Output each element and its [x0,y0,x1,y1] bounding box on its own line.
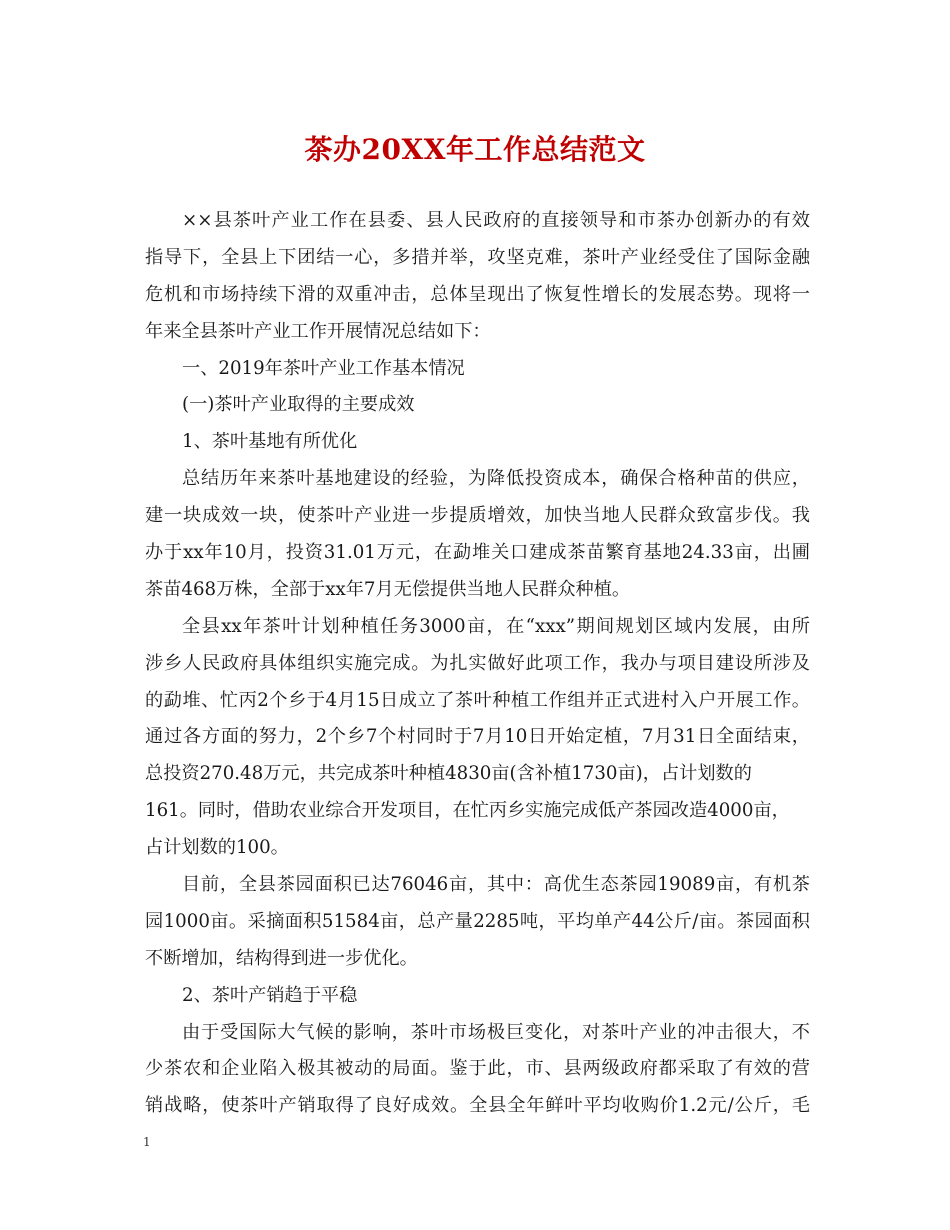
text-line: 建一块成效一块，使茶叶产业进一步提质增效，加快当地人民群众致富步伐。我 [145,505,810,527]
text-line: 少茶农和企业陷入极其被动的局面。鉴于此，市、县两级政府都采取了有效的营 [145,1058,810,1080]
text-line: 161。同时，借助农业综合开发项目，在忙丙乡实施完成低产茶园改造4000亩， [145,800,790,822]
text-line: 由于受国际大气候的影响，茶叶市场极巨变化，对茶叶产业的冲击很大，不 [182,1021,810,1043]
text-line: 全县xx年茶叶计划种植任务3000亩，在“xxx”期间规划区域内发展，由所 [182,615,810,637]
text-line: 指导下，全县上下团结一心，多措并举，攻坚克难，茶叶产业经受住了国际金融 [145,246,810,268]
text-line: (一)茶叶产业取得的主要成效 [182,394,415,416]
text-line: 1、茶叶基地有所优化 [182,431,358,453]
text-line: 2、茶叶产销趋于平稳 [182,984,358,1006]
text-line: ××县茶叶产业工作在县委、县人民政府的直接领导和市茶办创新办的有效 [182,210,810,231]
text-line: 总投资270.48万元，共完成茶叶种植4830亩(含补植1730亩)，占计划数的 [145,763,752,785]
text-line: 销战略，使茶叶产销取得了良好成效。全县全年鲜叶平均收购价1.2元/公斤，毛 [145,1095,810,1117]
text-line: 园1000亩。采摘面积51584亩，总产量2285吨，平均单产44公斤/亩。茶园面积 [145,910,810,932]
text-line: 占计划数的100。 [145,837,289,859]
text-line: 一、2019年茶叶产业工作基本情况 [182,357,465,379]
text-line: 危机和市场持续下滑的双重冲击，总体呈现出了恢复性增长的发展态势。现将一 [145,283,810,305]
text-line: 的勐堆、忙丙2个乡于4月15日成立了茶叶种植工作组并正式进村入户开展工作。 [145,689,810,711]
text-line: 不断增加，结构得到进一步优化。 [145,947,418,969]
document-title: 茶办20XX年工作总结范文 [304,133,646,166]
text-line: 目前，全县茶园面积已达76046亩，其中：高优生态茶园19089亩，有机茶 [182,874,810,896]
text-line: 通过各方面的努力，2个乡7个村同时于7月10日开始定植，7月31日全面结束， [145,726,810,748]
text-line: 办于xx年10月，投资31.01万元，在勐堆关口建成茶苗繁育基地24.33亩，出圃 [145,542,810,564]
text-line: 年来全县茶叶产业工作开展情况总结如下： [145,320,491,342]
text-line: 茶苗468万株，全部于xx年7月无偿提供当地人民群众种植。 [145,578,631,600]
text-line: 涉乡人民政府具体组织实施完成。为扎实做好此项工作，我办与项目建设所涉及 [145,652,810,674]
text-line: 总结历年来茶叶基地建设的经验，为降低投资成本，确保合格种苗的供应， [182,468,810,490]
page-number: 1 [143,1135,151,1149]
document-body [145,203,810,1125]
